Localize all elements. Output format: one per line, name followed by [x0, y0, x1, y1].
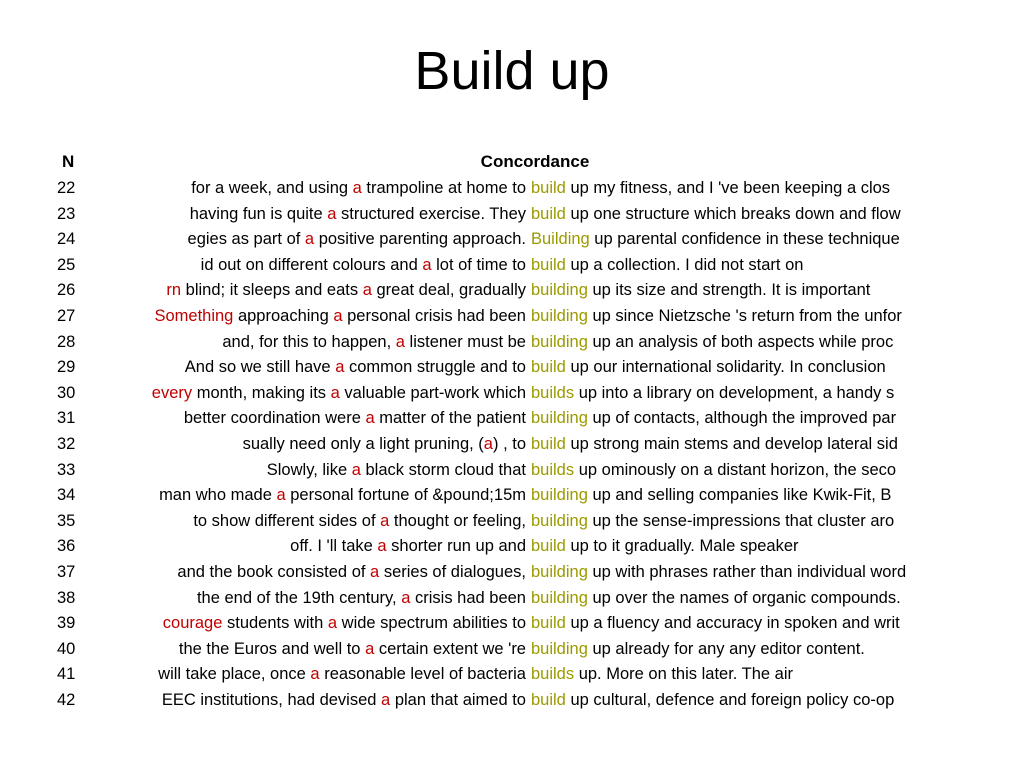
column-header-n: N [62, 152, 75, 171]
table-row [0, 304, 1024, 330]
keyword: build [531, 434, 566, 453]
right-context-text: up our international solidarity. In conclusion [565, 358, 886, 377]
left-context-text: better coordination were [183, 409, 366, 428]
left-context [191, 176, 526, 202]
left-context-text: egies as part of [187, 230, 305, 249]
left-context-collocate: Something [154, 306, 234, 325]
right-context-text: up cultural, defence and foreign policy co-op [565, 690, 895, 709]
table-row [0, 278, 1024, 304]
table-row [0, 330, 1024, 356]
right-context-text: up parental confidence in these technique [589, 230, 900, 249]
table-row [0, 227, 1024, 253]
row-number: 30 [57, 383, 76, 402]
left-context [152, 381, 526, 407]
left-context [197, 586, 526, 612]
right-context-text: up a collection. I did not start on [565, 255, 804, 274]
row-number: 35 [57, 511, 76, 530]
keyword: building [531, 281, 588, 300]
right-context-text: up already for any any editor content. [587, 639, 865, 658]
left-context-text: matter of the patient [374, 409, 526, 428]
left-context-collocate: a [327, 614, 338, 633]
left-context-collocate: a [395, 332, 405, 351]
table-row [0, 688, 1024, 714]
left-context-text: to show different sides of [193, 511, 381, 530]
left-context-text: and the book consisted of [177, 562, 371, 581]
keyword: building [531, 562, 588, 581]
keyword: building [531, 409, 588, 428]
table-row [0, 662, 1024, 688]
left-context-text: the the Euros and well to [178, 639, 366, 658]
keyword: builds [531, 383, 575, 402]
left-context-text: off. I 'll take [290, 537, 378, 556]
keyword: building [531, 639, 588, 658]
left-context-text: trampoline at home to [361, 179, 526, 197]
right-context [531, 176, 890, 202]
left-context-text: EEC institutions, had devised [161, 690, 382, 709]
right-context-text: up of contacts, although the improved par [587, 409, 897, 428]
left-context [267, 458, 526, 484]
right-context-text: up an analysis of both aspects while proc [587, 332, 894, 351]
row-number: 22 [57, 179, 76, 197]
row-number: 31 [57, 409, 76, 428]
left-context-text: certain extent we 're [374, 639, 526, 658]
left-context-text: will take place, once [158, 665, 311, 684]
right-context [531, 278, 870, 304]
left-context-collocate: a [351, 460, 361, 479]
left-context [163, 611, 526, 637]
keyword: build [531, 537, 566, 556]
right-context [531, 688, 894, 714]
right-context [531, 560, 906, 586]
row-number: 29 [57, 358, 76, 377]
left-context-text: personal fortune of &pound;15m [285, 486, 526, 505]
left-context-text: month, making its [192, 383, 331, 402]
table-row [0, 458, 1024, 484]
right-context [531, 355, 886, 381]
right-context [531, 227, 900, 253]
left-context-collocate: a [333, 306, 343, 325]
left-context [177, 560, 526, 586]
left-context-text: and, for this to happen, [222, 332, 396, 351]
right-context-text: up and selling companies like Kwik-Fit, B [587, 486, 892, 505]
left-context-text: positive parenting approach. [314, 230, 526, 249]
table-row [0, 355, 1024, 381]
row-number: 37 [57, 562, 76, 581]
left-context-text: man who made [159, 486, 277, 505]
left-context-collocate: a [365, 409, 375, 428]
right-context [531, 662, 793, 688]
column-header-concordance: Concordance [480, 152, 590, 171]
right-context [531, 611, 900, 637]
left-context-text: sually need only a light pruning, ( [242, 434, 484, 453]
left-context-text: crisis had been [410, 588, 526, 607]
right-context [531, 381, 894, 407]
left-context-text: black storm cloud that [360, 460, 526, 479]
keyword: building [531, 306, 588, 325]
left-context [158, 662, 526, 688]
right-context-text: up since Nietzsche 's return from the unfor [587, 306, 902, 325]
left-context-text: common struggle and to [344, 358, 526, 377]
keyword: build [531, 179, 566, 197]
left-context-text: valuable part-work which [339, 383, 526, 402]
left-context-collocate: a [335, 358, 345, 377]
left-context-text: personal crisis had been [342, 306, 526, 325]
right-context-text: up with phrases rather than individual word [587, 562, 907, 581]
left-context-text: lot of time to [431, 255, 526, 274]
keyword: build [531, 204, 566, 223]
row-number: 36 [57, 537, 76, 556]
table-row [0, 637, 1024, 663]
right-context-text: up into a library on development, a handy s [574, 383, 895, 402]
row-number: 34 [57, 486, 76, 505]
left-context [162, 688, 526, 714]
right-context [531, 330, 893, 356]
right-context-text: up my fitness, and I 've been keeping a clos [565, 179, 891, 197]
left-context-text: great deal, gradually [371, 281, 526, 300]
keyword: build [531, 690, 566, 709]
left-context-text: structured exercise. They [336, 204, 526, 223]
left-context-collocate: a [483, 434, 493, 453]
row-number: 27 [57, 306, 76, 325]
left-context-text: reasonable level of bacteria [319, 665, 526, 684]
concordance-table [0, 176, 1024, 713]
row-number: 23 [57, 204, 76, 223]
keyword: build [531, 358, 566, 377]
left-context [222, 330, 526, 356]
left-context [154, 304, 526, 330]
left-context-text: ) , to [492, 434, 526, 453]
keyword: building [531, 588, 588, 607]
left-context-collocate: a [304, 230, 315, 249]
left-context-collocate: a [276, 486, 286, 505]
keyword: building [531, 511, 588, 530]
left-context-text: And so we still have [184, 358, 336, 377]
right-context [531, 637, 865, 663]
table-row [0, 253, 1024, 279]
left-context-text: blind; it sleeps and eats [181, 281, 363, 300]
table-row [0, 381, 1024, 407]
row-number: 28 [57, 332, 76, 351]
keyword: build [531, 614, 566, 633]
right-context [531, 432, 898, 458]
left-context-collocate: courage [162, 614, 223, 633]
left-context-collocate: a [310, 665, 320, 684]
row-number: 41 [57, 665, 76, 684]
left-context-text: wide spectrum abilities to [337, 614, 526, 633]
left-context-text: having fun is quite [189, 204, 328, 223]
left-context-text: plan that aimed to [390, 690, 526, 709]
left-context [290, 534, 526, 560]
left-context [179, 637, 526, 663]
keyword: build [531, 255, 566, 274]
left-context-collocate: a [362, 281, 372, 300]
left-context-text: id out on different colours and [200, 255, 423, 274]
keyword: building [531, 486, 588, 505]
right-context [531, 509, 894, 535]
left-context-collocate: every [151, 383, 193, 402]
left-context-text: shorter run up and [386, 537, 526, 556]
row-number: 26 [57, 281, 76, 300]
left-context-text: the end of the 19th century, [196, 588, 402, 607]
left-context [159, 483, 526, 509]
right-context [531, 534, 799, 560]
left-context-text: students with [222, 614, 328, 633]
right-context-text: up ominously on a distant horizon, the seco [574, 460, 897, 479]
left-context [185, 355, 526, 381]
left-context-text: series of dialogues, [379, 562, 526, 581]
table-row [0, 202, 1024, 228]
left-context-collocate: a [401, 588, 411, 607]
table-row [0, 611, 1024, 637]
left-context-collocate: a [327, 204, 337, 223]
table-row [0, 176, 1024, 202]
left-context-collocate: a [422, 255, 432, 274]
left-context-text: listener must be [404, 332, 526, 351]
right-context-text: up a fluency and accuracy in spoken and writ [565, 614, 900, 633]
right-context-text: up strong main stems and develop lateral sid [565, 434, 898, 453]
keyword: builds [531, 460, 575, 479]
right-context [531, 586, 901, 612]
right-context [531, 253, 803, 279]
row-number: 25 [57, 255, 76, 274]
table-row [0, 509, 1024, 535]
left-context-text: approaching [233, 306, 334, 325]
row-number: 24 [57, 230, 76, 249]
right-context-text: up to it gradually. Male speaker [565, 537, 799, 556]
row-number: 33 [57, 460, 76, 479]
table-row [0, 406, 1024, 432]
keyword: building [531, 332, 588, 351]
left-context [193, 509, 526, 535]
right-context [531, 483, 891, 509]
page-title: Build up [414, 41, 610, 101]
right-context-text: up. More on this later. The air [574, 665, 794, 684]
right-context-text: up the sense-impressions that cluster aro [587, 511, 895, 530]
row-number: 38 [57, 588, 76, 607]
right-context [531, 304, 902, 330]
table-row [0, 483, 1024, 509]
keyword: Building [531, 230, 590, 249]
table-row [0, 534, 1024, 560]
left-context [243, 432, 526, 458]
right-context [531, 406, 896, 432]
left-context-collocate: rn [166, 281, 182, 300]
left-context [184, 406, 526, 432]
left-context-collocate: a [381, 690, 391, 709]
row-number: 32 [57, 434, 76, 453]
right-context [531, 202, 901, 228]
row-number: 42 [57, 690, 76, 709]
table-row [0, 586, 1024, 612]
left-context [190, 202, 526, 228]
right-context [531, 458, 896, 484]
row-number: 39 [57, 614, 76, 633]
left-context-collocate: a [365, 639, 375, 658]
left-context [188, 227, 526, 253]
table-row [0, 432, 1024, 458]
row-number: 40 [57, 639, 76, 658]
keyword: builds [531, 665, 575, 684]
left-context-collocate: a [352, 179, 362, 197]
left-context-text: for a week, and using [191, 179, 353, 197]
left-context [166, 278, 526, 304]
left-context-collocate: a [377, 537, 387, 556]
left-context-collocate: a [330, 383, 340, 402]
right-context-text: up one structure which breaks down and flow [565, 204, 901, 223]
table-row [0, 560, 1024, 586]
left-context [201, 253, 526, 279]
left-context-text: thought or feeling, [389, 511, 526, 530]
left-context-collocate: a [380, 511, 390, 530]
left-context-text: Slowly, like [266, 460, 352, 479]
left-context-collocate: a [370, 562, 380, 581]
right-context-text: up over the names of organic compounds. [587, 588, 901, 607]
right-context-text: up its size and strength. It is important [587, 281, 871, 300]
